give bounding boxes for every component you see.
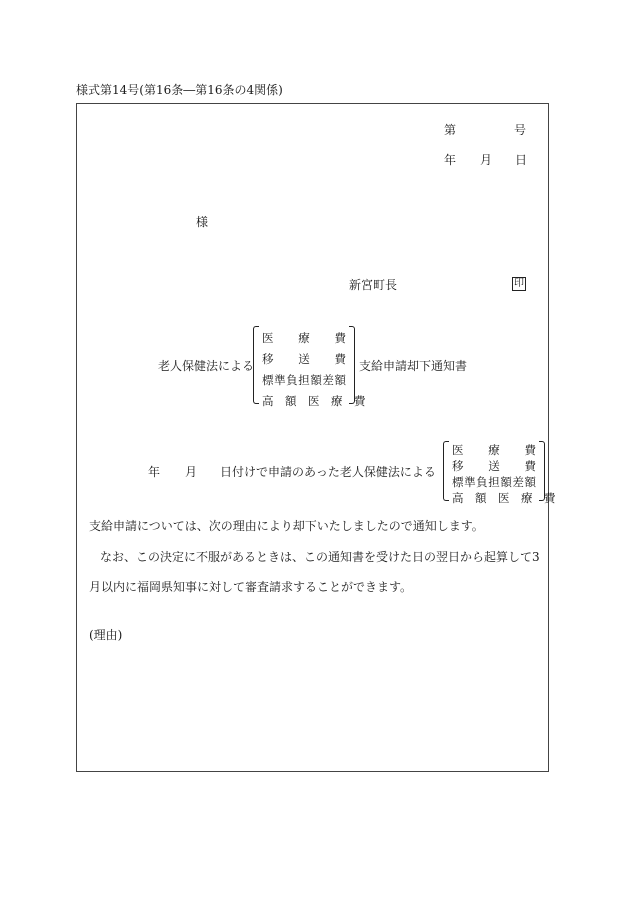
body-line-1: 支給申請については、次の理由により却下いたしましたので通知します。 bbox=[89, 519, 484, 533]
body-item-standard-burden: 標準負担額差額 bbox=[452, 475, 536, 489]
date-day: 日 bbox=[515, 153, 528, 167]
title-suffix: 支給申請却下通知書 bbox=[359, 359, 468, 373]
number-go: 号 bbox=[514, 123, 527, 137]
right-brace bbox=[539, 441, 545, 501]
reason-label: (理由) bbox=[89, 628, 123, 642]
issuer-name: 新宮町長 bbox=[349, 278, 398, 292]
title-item-high-cost: 高 額 医 療 費 bbox=[262, 394, 366, 408]
body-line-2: なお、この決定に不服があるときは、この通知書を受けた日の翌日から起算して3 bbox=[100, 550, 540, 564]
title-item-medical: 医 療 費 bbox=[262, 331, 346, 345]
seal-stamp: 印 bbox=[514, 278, 524, 289]
number-dai: 第 bbox=[444, 123, 457, 137]
body-benefit-list bbox=[443, 441, 556, 505]
title-prefix: 老人保健法による bbox=[158, 359, 255, 373]
body-date-text: 日付けで申請のあった老人保健法による bbox=[220, 465, 436, 479]
form-label: 様式第14号(第16条―第16条の4関係) bbox=[76, 83, 283, 97]
title-benefit-list bbox=[253, 326, 366, 408]
form-frame bbox=[76, 103, 556, 772]
body-line-3: 月以内に福岡県知事に対して審査請求することができます。 bbox=[89, 580, 413, 594]
body-item-medical: 医 療 費 bbox=[452, 443, 536, 457]
date-month: 月 bbox=[480, 153, 493, 167]
date-year: 年 bbox=[444, 153, 457, 167]
body-date-month: 月 bbox=[185, 465, 198, 479]
addressee-sama: 様 bbox=[196, 215, 209, 229]
body-item-transport: 移 送 費 bbox=[452, 459, 536, 473]
title-item-transport: 移 送 費 bbox=[262, 352, 346, 366]
body-date-year: 年 bbox=[148, 465, 161, 479]
title-item-standard-burden: 標準負担額差額 bbox=[262, 373, 346, 387]
body-item-high-cost: 高 額 医 療 費 bbox=[452, 491, 556, 505]
right-brace bbox=[349, 326, 355, 404]
